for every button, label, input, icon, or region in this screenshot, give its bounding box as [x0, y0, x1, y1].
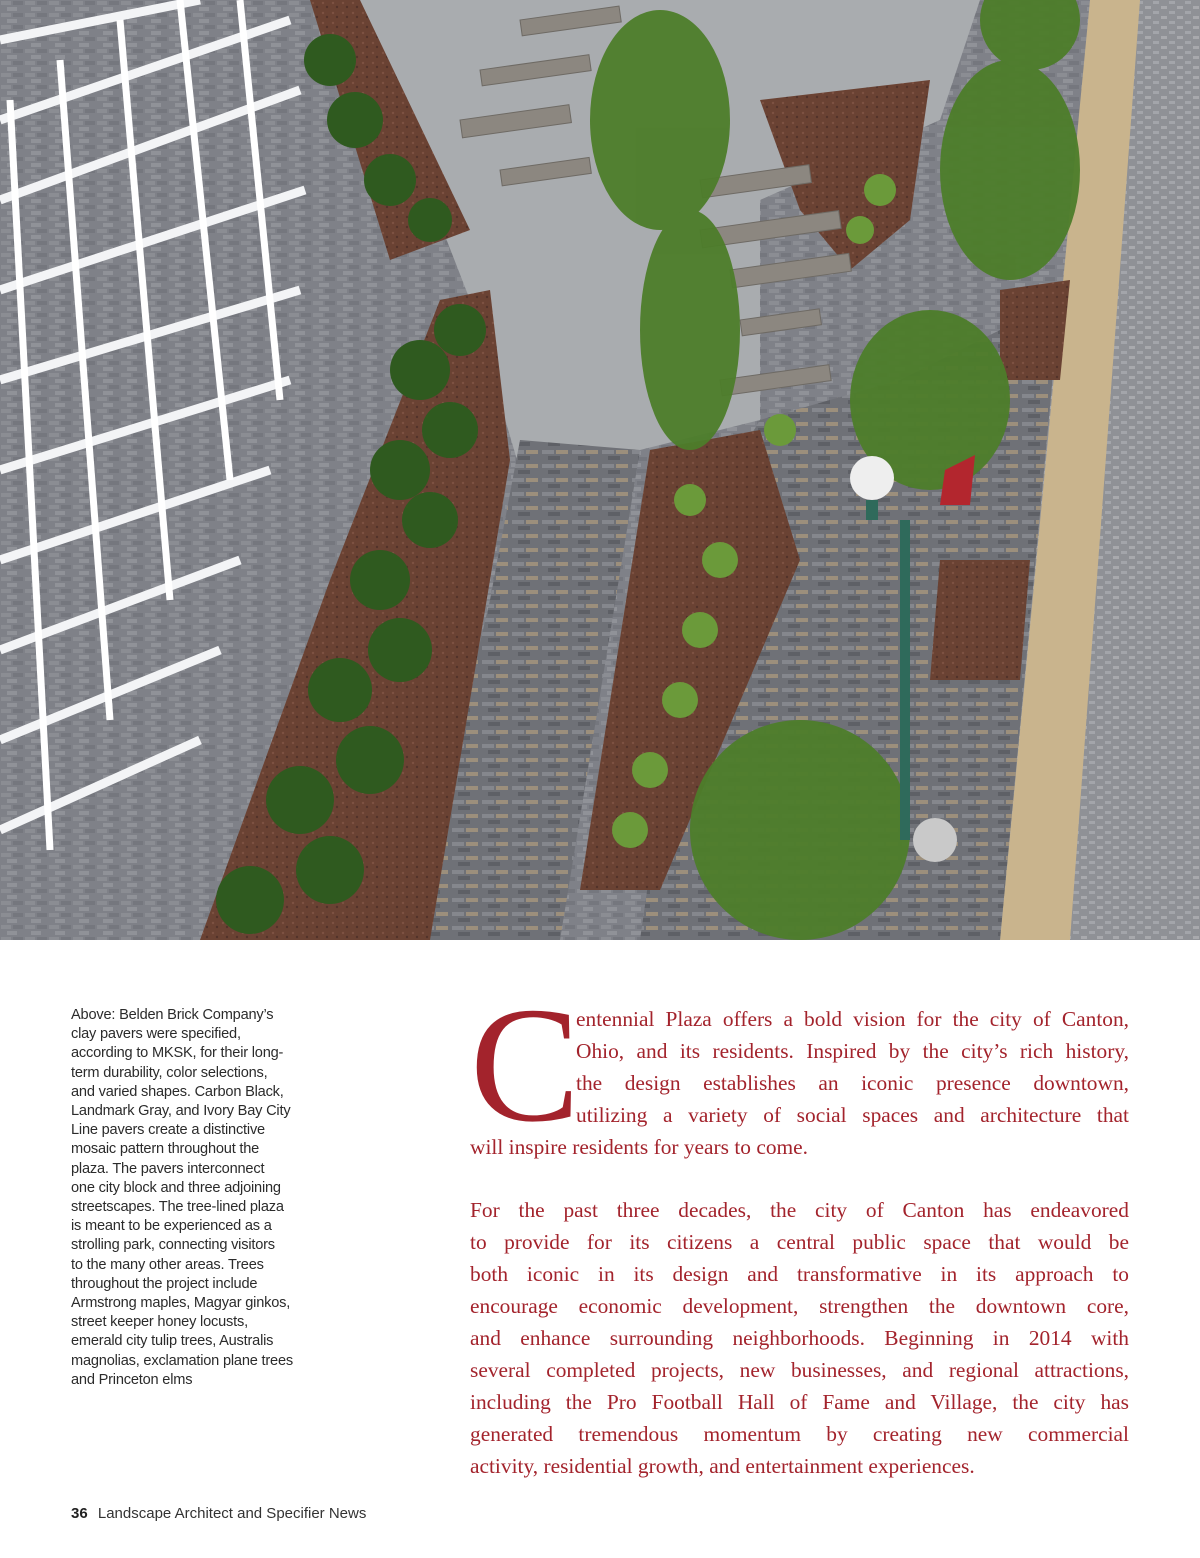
intro-paragraph: [470, 1003, 1129, 1163]
caption-line: clay pavers were specified,: [71, 1026, 241, 1043]
caption-line: and Princeton elms: [71, 1371, 193, 1388]
caption-line: mosaic pattern throughout the: [71, 1141, 260, 1158]
paragraph-line: both iconic in its design and transformative in its approach to: [470, 1262, 1129, 1286]
body-paragraph: [470, 1194, 1129, 1482]
caption-line: term durability, color selections,: [71, 1064, 268, 1081]
paragraph-line: and enhance surrounding neighborhoods. Beginning in 2014 with: [470, 1326, 1129, 1350]
caption-line: one city block and three adjoining: [71, 1179, 281, 1196]
caption-line: street keeper honey locusts,: [71, 1314, 248, 1331]
page-number: 36: [71, 1505, 88, 1522]
caption-line: is meant to be experienced as a: [71, 1218, 272, 1235]
paragraph-line: activity, residential growth, and entertainment experiences.: [470, 1454, 975, 1478]
caption-line: Landmark Gray, and Ivory Bay City: [71, 1103, 291, 1120]
paragraph-line: will inspire residents for years to come.: [470, 1135, 808, 1159]
caption-line: plaza. The pavers interconnect: [71, 1160, 265, 1177]
paragraph-line: several completed projects, new businesses, and regional attractions,: [470, 1358, 1129, 1382]
caption-line: and varied shapes. Carbon Black,: [71, 1083, 284, 1100]
caption-line: Armstrong maples, Magyar ginkos,: [71, 1295, 291, 1312]
caption-line: throughout the project include: [71, 1275, 258, 1292]
caption-line: Above: Belden Brick Company’s: [71, 1007, 274, 1023]
paragraph-line: entennial Plaza offers a bold vision for the city of Canton,: [576, 1007, 1129, 1031]
paragraph-line: including the Pro Football Hall of Fame and Village, the city has: [470, 1390, 1129, 1414]
paragraph-line: encourage economic development, strengthen the downtown core,: [470, 1294, 1129, 1318]
photo-caption: [71, 1006, 307, 1390]
caption-line: to the many other areas. Trees: [71, 1256, 264, 1273]
caption-line: strolling park, connecting visitors: [71, 1237, 275, 1254]
paragraph-line: utilizing a variety of social spaces and architecture that: [576, 1103, 1129, 1127]
paragraph-line: to provide for its citizens a central public space that would be: [470, 1230, 1129, 1254]
publication-name: Landscape Architect and Specifier News: [97, 1505, 367, 1522]
page-footer: [71, 1505, 366, 1522]
paragraph-line: the design establishes an iconic presence downtown,: [576, 1071, 1129, 1095]
drop-cap: C: [470, 973, 581, 1156]
caption-line: streetscapes. The tree-lined plaza: [71, 1199, 284, 1216]
caption-line: according to MKSK, for their long-: [71, 1045, 284, 1062]
caption-line: emerald city tulip trees, Australis: [71, 1333, 274, 1350]
caption-line: Line pavers create a distinctive: [71, 1122, 265, 1139]
caption-line: magnolias, exclamation plane trees: [71, 1352, 293, 1369]
paragraph-line: For the past three decades, the city of Canton has endeavored: [470, 1198, 1129, 1222]
paragraph-line: generated tremendous momentum by creating new commercial: [470, 1422, 1129, 1446]
paragraph-line: Ohio, and its residents. Inspired by the city’s rich history,: [576, 1039, 1129, 1063]
